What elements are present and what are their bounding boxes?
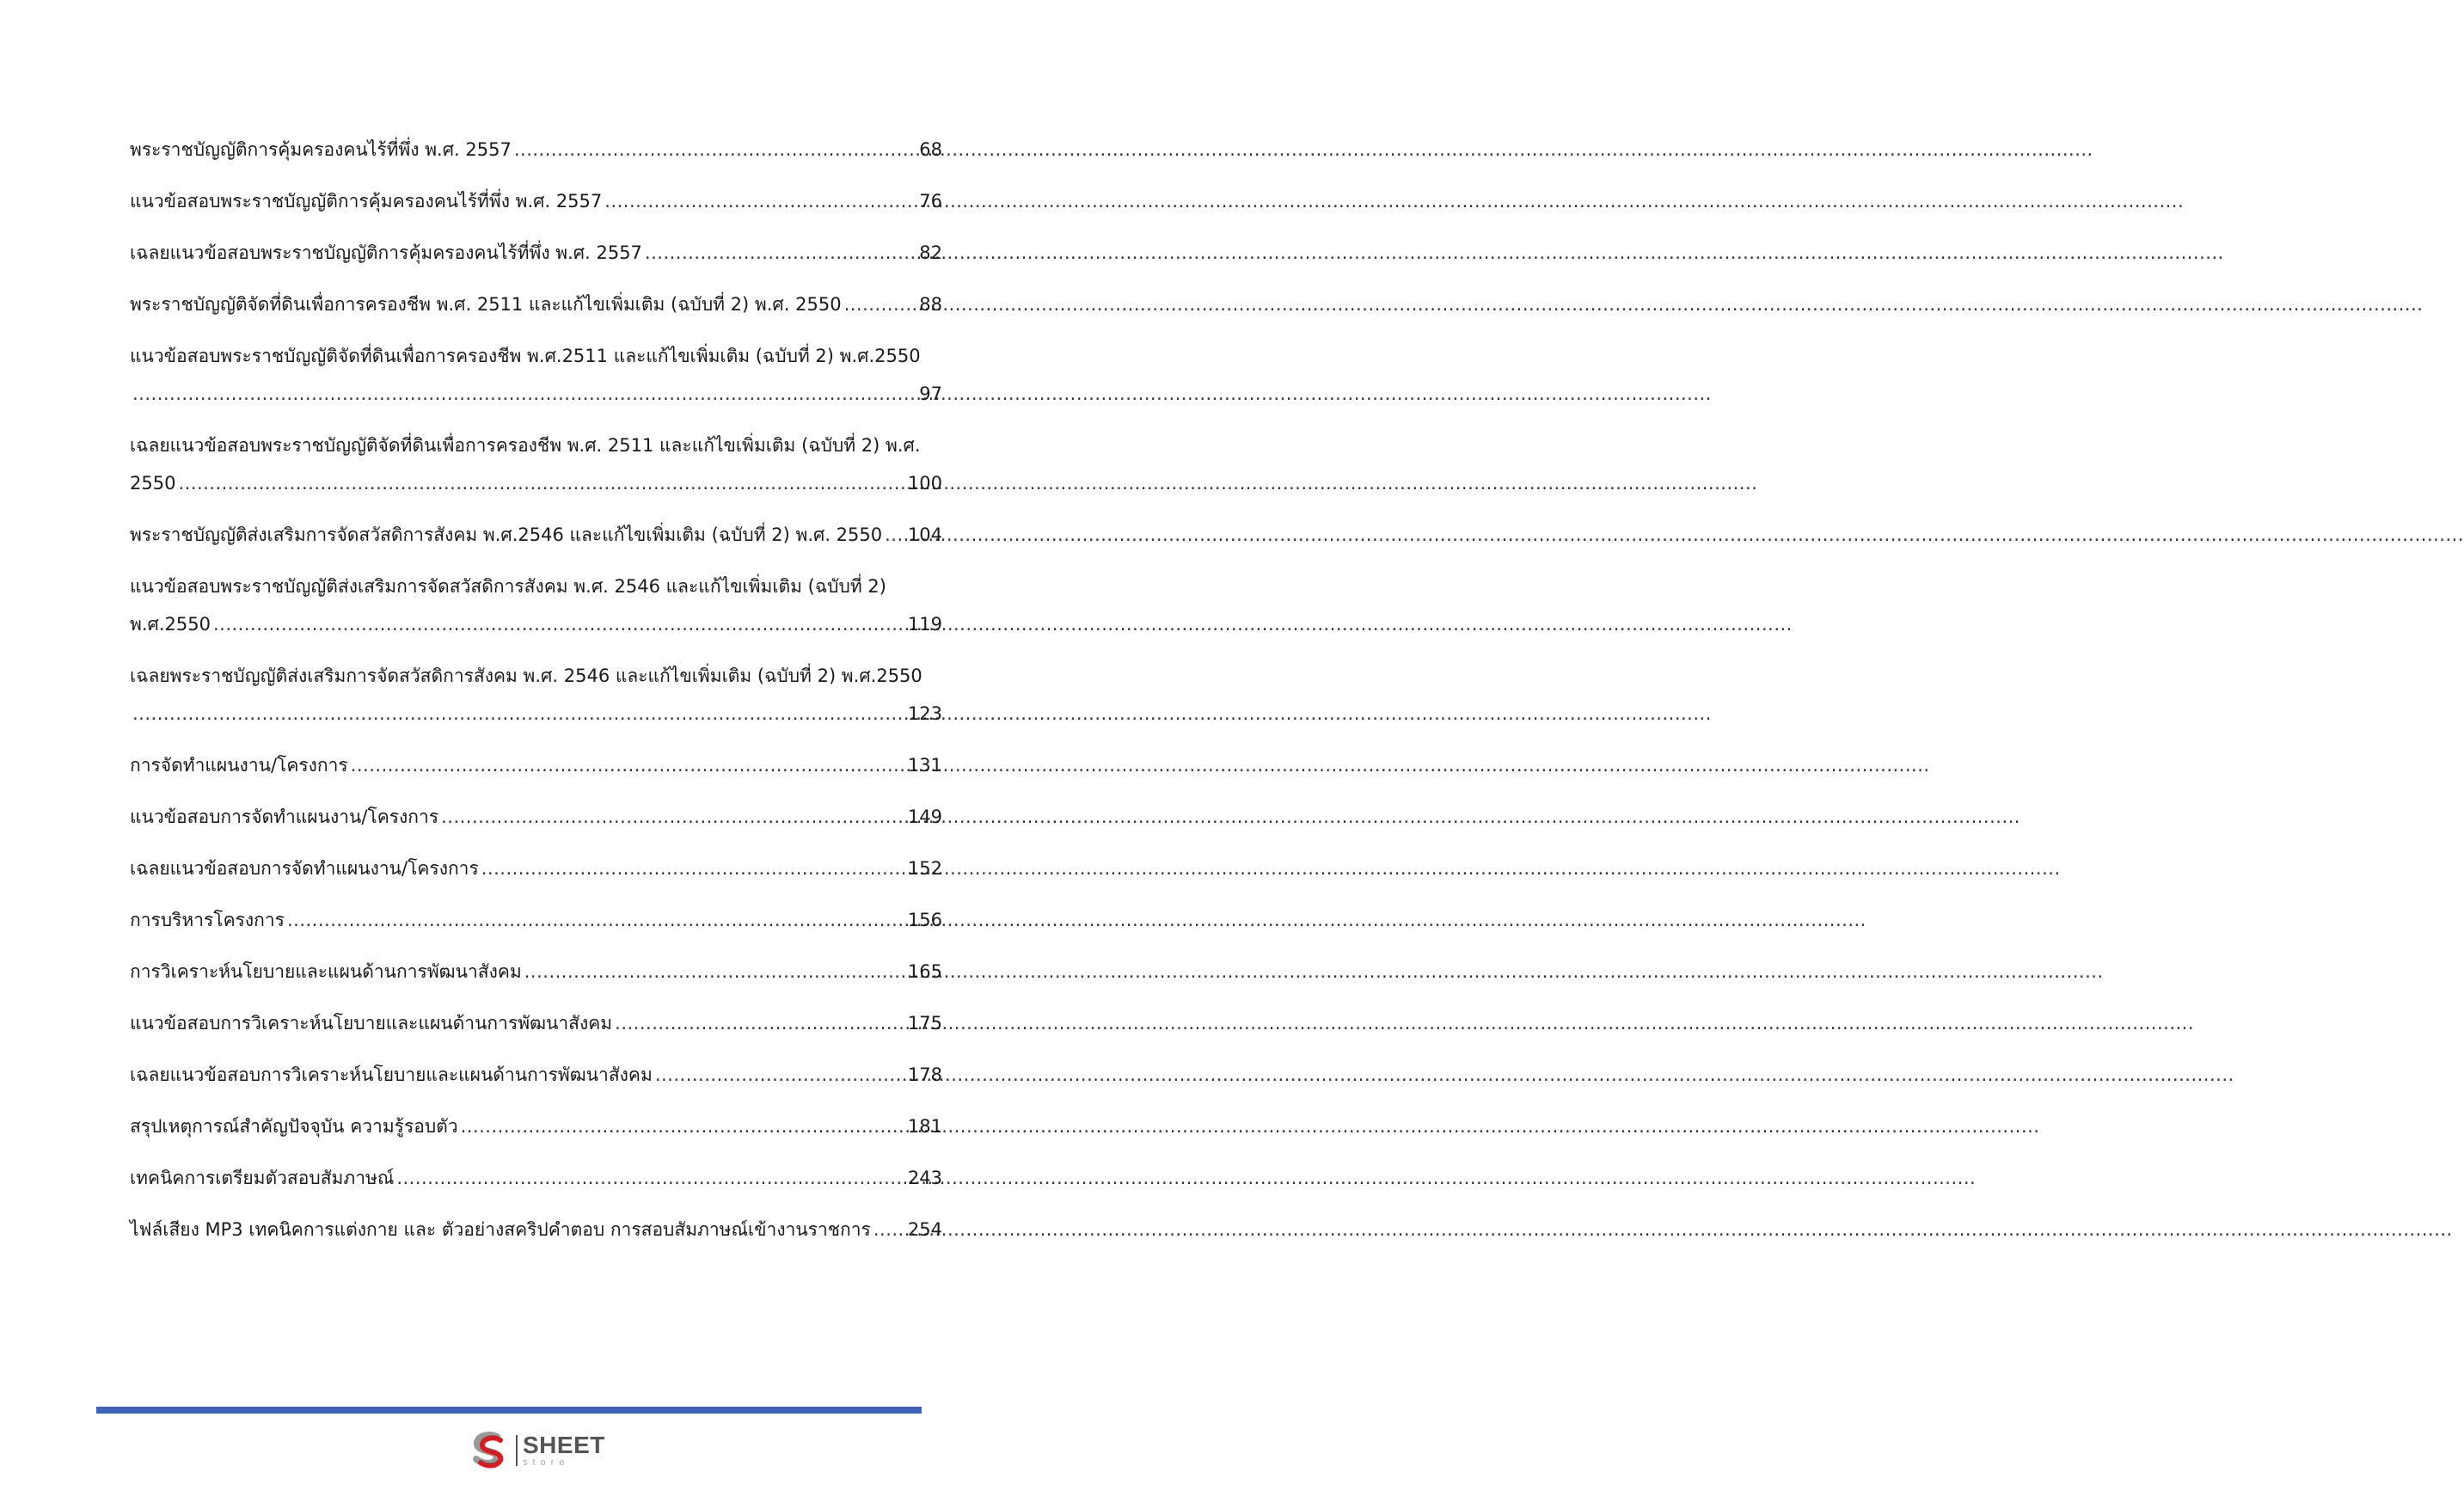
toc-page-number: 76 (919, 191, 942, 212)
dot-leader (512, 131, 919, 169)
toc-entry (130, 1004, 942, 1042)
toc-entry-title: พระราชบัญญัติจัดที่ดินเพื่อการครองชีพ พ.ศ. 2511 และแก้ไขเพิ่มเติม (ฉบับที่ 2) พ.ศ. 2550 (130, 294, 842, 315)
toc-entry (130, 426, 942, 502)
logo-text (523, 1433, 605, 1468)
dot-leader (522, 953, 908, 991)
toc-entry (130, 182, 942, 220)
dot-leader (871, 1211, 908, 1248)
toc-entry (130, 746, 942, 784)
toc-entry-line (130, 1107, 942, 1145)
toc-entry-title: แนวข้อสอบพระราชบัญญัติจัดที่ดินเพื่อการครองชีพ พ.ศ.2511 และแก้ไขเพิ่มเติม (ฉบับที่ 2) พ.ศ.2550 (130, 346, 921, 366)
logo-separator (516, 1435, 518, 1466)
toc-entry-title: การบริหารโครงการ (130, 910, 285, 930)
dot-leader (479, 850, 908, 887)
logo-wordmark: SHEET (523, 1432, 605, 1458)
toc-entry-title-continued: พ.ศ.2550 (130, 614, 211, 635)
toc-page-number: 165 (907, 961, 942, 982)
toc-entry-line (130, 516, 942, 554)
toc-entry (130, 567, 942, 643)
toc-entry (130, 131, 942, 169)
toc-entry (130, 234, 942, 272)
toc-entry (130, 850, 942, 887)
toc-entry-title: เฉลยพระราชบัญญัติส่งเสริมการจัดสวัสดิการสังคม พ.ศ. 2546 และแก้ไขเพิ่มเติม (ฉบับที่ 2) พ.ศ.2550 (130, 666, 922, 686)
toc-entry-line (130, 953, 942, 991)
toc-entry-line (130, 375, 942, 413)
dot-leader (642, 234, 919, 272)
toc-entry-line (130, 464, 942, 502)
toc-entry-line (130, 1211, 942, 1248)
dot-leader (394, 1159, 908, 1197)
toc-entry-line (130, 182, 942, 220)
toc-entry-title-continued: 2550 (130, 473, 176, 494)
toc-entry-line (130, 234, 942, 272)
footer-divider (96, 1407, 922, 1414)
toc-entry (130, 901, 942, 939)
table-of-contents (130, 131, 942, 1262)
toc-entry (130, 798, 942, 836)
toc-page-number: 119 (907, 614, 942, 635)
toc-entry (130, 953, 942, 991)
toc-page-number: 178 (907, 1064, 942, 1085)
toc-entry (130, 337, 942, 413)
toc-entry-title: สรุปเหตุการณ์สำคัญปัจจุบัน ความรู้รอบตัว (130, 1116, 458, 1137)
toc-entry (130, 1107, 942, 1145)
dot-leader (653, 1056, 908, 1094)
toc-entry-line (130, 1159, 942, 1197)
toc-entry-title: แนวข้อสอบพระราชบัญญัติการคุ้มครองคนไร้ที่พึ่ง พ.ศ. 2557 (130, 191, 603, 212)
toc-entry-title: แนวข้อสอบการวิเคราะห์นโยบายและแผนด้านการพัฒนาสังคม (130, 1013, 613, 1034)
toc-page-number: 131 (907, 755, 942, 776)
toc-entry-line (130, 1004, 942, 1042)
toc-entry-title: พระราชบัญญัติการคุ้มครองคนไร้ที่พึ่ง พ.ศ. 2557 (130, 139, 512, 160)
toc-entry (130, 1056, 942, 1094)
toc-entry-line (130, 131, 942, 169)
toc-page-number: 149 (907, 807, 942, 827)
toc-page-number: 88 (919, 294, 942, 315)
toc-entry (130, 657, 942, 733)
toc-page-number: 175 (907, 1013, 942, 1034)
toc-entry-title: ไฟล์เสียง MP3 เทคนิคการแต่งกาย และ ตัวอย่างสคริปคำตอบ การสอบสัมภาษณ์เข้างานราชการ (130, 1219, 871, 1240)
dot-leader (438, 798, 908, 836)
logo-subtext: store (523, 1457, 570, 1468)
sheet-store-logo (468, 1429, 605, 1472)
dot-leader (602, 182, 919, 220)
dot-leader (612, 1004, 908, 1042)
toc-page-number: 254 (907, 1219, 942, 1240)
toc-entry-title: การจัดทำแผนงาน/โครงการ (130, 755, 348, 776)
dot-leader (175, 464, 907, 502)
toc-page-number: 156 (907, 910, 942, 930)
dot-leader (285, 901, 908, 939)
toc-page-number: 104 (907, 524, 942, 545)
toc-page-number: 100 (907, 473, 942, 494)
dot-leader (130, 375, 919, 413)
toc-page-number: 243 (907, 1168, 942, 1188)
toc-entry-title: การวิเคราะห์นโยบายและแผนด้านการพัฒนาสังคม (130, 961, 522, 982)
toc-page-number: 123 (907, 703, 942, 724)
toc-entry (130, 1159, 942, 1197)
toc-entry (130, 1211, 942, 1248)
toc-page-number: 82 (919, 242, 942, 263)
dot-leader (842, 285, 920, 323)
dot-leader (211, 605, 908, 643)
toc-entry-line (130, 285, 942, 323)
toc-entry-line (130, 746, 942, 784)
toc-entry-title: เฉลยแนวข้อสอบพระราชบัญญัติการคุ้มครองคนไร้ที่พึ่ง พ.ศ. 2557 (130, 242, 642, 263)
toc-page-number: 152 (907, 858, 942, 879)
toc-entry (130, 285, 942, 323)
toc-page-number: 181 (907, 1116, 942, 1137)
sheet-store-logo-icon (468, 1428, 512, 1473)
toc-entry (130, 516, 942, 554)
toc-entry-line (130, 605, 942, 643)
toc-entry-line (130, 901, 942, 939)
toc-page-number: 68 (919, 139, 942, 160)
toc-entry-line (130, 1056, 942, 1094)
toc-entry-title: เฉลยแนวข้อสอบพระราชบัญญัติจัดที่ดินเพื่อการครองชีพ พ.ศ. 2511 และแก้ไขเพิ่มเติม (ฉบับที่ 2) พ.ศ. (130, 435, 921, 456)
dot-leader (882, 516, 908, 554)
toc-entry-title: พระราชบัญญัติส่งเสริมการจัดสวัสดิการสังคม พ.ศ.2546 และแก้ไขเพิ่มเติม (ฉบับที่ 2) พ.ศ. 2550 (130, 524, 883, 545)
toc-entry-title: แนวข้อสอบการจัดทำแผนงาน/โครงการ (130, 807, 439, 827)
toc-entry-line (130, 695, 942, 733)
toc-entry-line (130, 798, 942, 836)
dot-leader (458, 1107, 908, 1145)
toc-entry-line (130, 850, 942, 887)
toc-entry-title: เฉลยแนวข้อสอบการวิเคราะห์นโยบายและแผนด้านการพัฒนาสังคม (130, 1064, 653, 1085)
toc-entry-title: เทคนิคการเตรียมตัวสอบสัมภาษณ์ (130, 1168, 395, 1188)
toc-page-number: 97 (919, 383, 942, 404)
dot-leader (348, 746, 908, 784)
dot-leader (130, 695, 908, 733)
toc-entry-title: แนวข้อสอบพระราชบัญญัติส่งเสริมการจัดสวัสดิการสังคม พ.ศ. 2546 และแก้ไขเพิ่มเติม (ฉบับที่ 2) (130, 576, 886, 597)
toc-entry-title: เฉลยแนวข้อสอบการจัดทำแผนงาน/โครงการ (130, 858, 479, 879)
